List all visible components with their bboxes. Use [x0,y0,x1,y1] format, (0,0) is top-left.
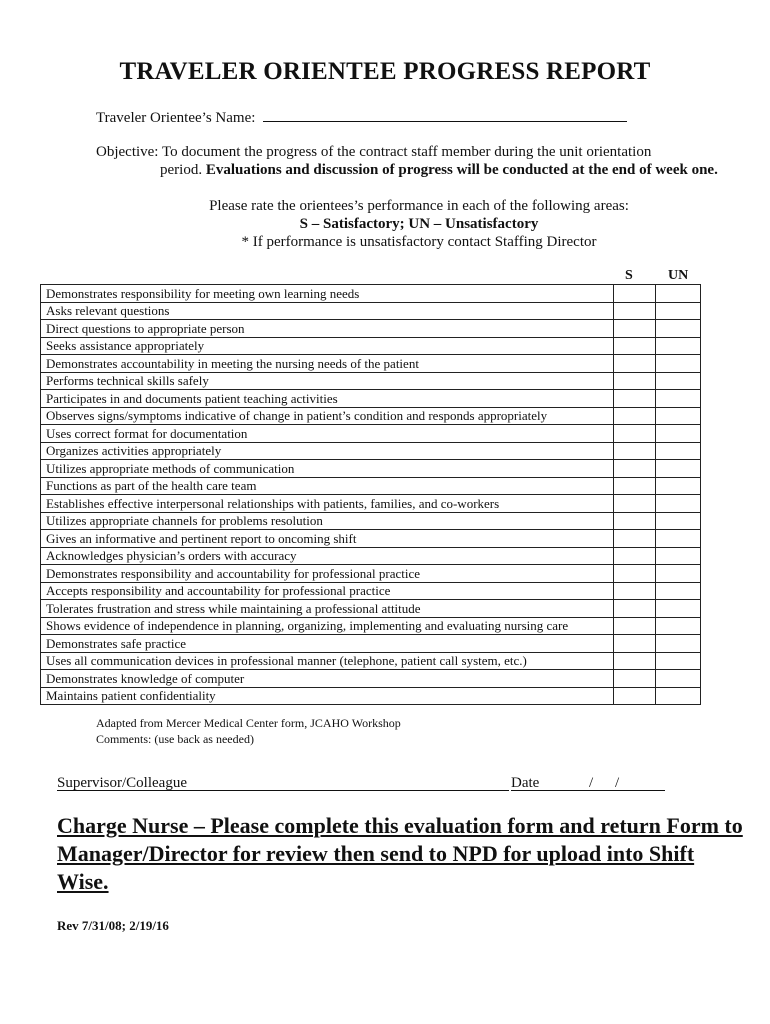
criteria-row [41,442,701,460]
rating-s-checkbox[interactable] [614,670,656,688]
criteria-label: Performs technical skills safely [41,372,614,390]
rating-un-checkbox[interactable] [656,687,701,705]
criteria-row [41,425,701,443]
rating-un-checkbox[interactable] [656,652,701,670]
column-header-s: S [625,268,633,283]
rating-un-checkbox[interactable] [656,372,701,390]
criteria-row [41,670,701,688]
rating-un-checkbox[interactable] [656,530,701,548]
criteria-row [41,372,701,390]
rating-un-checkbox[interactable] [656,670,701,688]
criteria-label: Gives an informative and pertinent report to oncoming shift [41,530,614,548]
criteria-label: Participates in and documents patient teaching activities [41,390,614,408]
charge-nurse-instruction: Charge Nurse – Please complete this evaluation form and return Form to Manager/Director for review then send to NPD for upload into Shift Wise. [57,813,743,894]
criteria-label: Utilizes appropriate methods of communication [41,460,614,478]
rating-s-checkbox[interactable] [614,407,656,425]
supervisor-signature-line[interactable] [57,790,509,791]
rating-un-checkbox[interactable] [656,617,701,635]
criteria-label: Seeks assistance appropriately [41,337,614,355]
date-line[interactable] [511,790,665,791]
criteria-row [41,635,701,653]
rating-s-checkbox[interactable] [614,565,656,583]
rating-un-checkbox[interactable] [656,390,701,408]
source-note: Adapted from Mercer Medical Center form, JCAHO Workshop [96,716,401,730]
criteria-label: Acknowledges physician’s orders with accuracy [41,547,614,565]
rating-un-checkbox[interactable] [656,582,701,600]
criteria-label: Accepts responsibility and accountability for professional practice [41,582,614,600]
criteria-row [41,530,701,548]
criteria-label: Organizes activities appropriately [41,442,614,460]
criteria-label: Demonstrates accountability in meeting the nursing needs of the patient [41,355,614,373]
instructions-line1: Please rate the orientees’s performance in each of the following areas: [209,198,629,214]
objective-block [96,143,746,179]
criteria-label: Shows evidence of independence in planning, organizing, implementing and evaluating nursing care [41,617,614,635]
rating-s-checkbox[interactable] [614,600,656,618]
ratings-table [40,284,701,705]
rating-s-checkbox[interactable] [614,477,656,495]
criteria-label: Demonstrates safe practice [41,635,614,653]
rating-scale-legend: S – Satisfactory; UN – Unsatisfactory [299,216,539,232]
criteria-row [41,565,701,583]
criteria-row [41,337,701,355]
rating-un-checkbox[interactable] [656,407,701,425]
objective-line2-bold: Evaluations and discussion of progress will be conducted at the end of week one. [205,162,718,178]
criteria-row [41,617,701,635]
rating-un-checkbox[interactable] [656,337,701,355]
rating-s-checkbox[interactable] [614,635,656,653]
criteria-row [41,285,701,303]
rating-s-checkbox[interactable] [614,372,656,390]
instructions-line3: * If performance is unsatisfactory contact Staffing Director [241,234,597,250]
rating-s-checkbox[interactable] [614,302,656,320]
date-separator-2: / [615,775,620,791]
rating-un-checkbox[interactable] [656,320,701,338]
rating-s-checkbox[interactable] [614,512,656,530]
rating-un-checkbox[interactable] [656,355,701,373]
criteria-row [41,320,701,338]
rating-un-checkbox[interactable] [656,565,701,583]
criteria-row [41,512,701,530]
rating-un-checkbox[interactable] [656,495,701,513]
rating-s-checkbox[interactable] [614,285,656,303]
criteria-row [41,687,701,705]
criteria-label: Tolerates frustration and stress while maintaining a professional attitude [41,600,614,618]
rating-s-checkbox[interactable] [614,390,656,408]
criteria-label: Direct questions to appropriate person [41,320,614,338]
supervisor-label: Supervisor/Colleague [57,775,187,791]
criteria-label: Uses all communication devices in professional manner (telephone, patient call system, etc.) [41,652,614,670]
criteria-label: Uses correct format for documentation [41,425,614,443]
rating-un-checkbox[interactable] [656,302,701,320]
date-separator-1: / [589,775,594,791]
column-header-un: UN [668,268,689,283]
rating-s-checkbox[interactable] [614,547,656,565]
page-title: TRAVELER ORIENTEE PROGRESS REPORT [119,58,651,85]
rating-s-checkbox[interactable] [614,425,656,443]
rating-s-checkbox[interactable] [614,442,656,460]
rating-s-checkbox[interactable] [614,320,656,338]
criteria-row [41,495,701,513]
criteria-row [41,652,701,670]
criteria-row [41,600,701,618]
rating-un-checkbox[interactable] [656,425,701,443]
criteria-label: Demonstrates knowledge of computer [41,670,614,688]
rating-un-checkbox[interactable] [656,512,701,530]
rating-s-checkbox[interactable] [614,460,656,478]
rating-s-checkbox[interactable] [614,617,656,635]
comments-note: Comments: (use back as needed) [96,732,254,746]
rating-s-checkbox[interactable] [614,530,656,548]
criteria-label: Functions as part of the health care team [41,477,614,495]
rating-un-checkbox[interactable] [656,635,701,653]
rating-s-checkbox[interactable] [614,337,656,355]
rating-s-checkbox[interactable] [614,582,656,600]
rating-un-checkbox[interactable] [656,477,701,495]
objective-line1: Objective: To document the progress of the contract staff member during the unit orientation [96,144,652,160]
rating-un-checkbox[interactable] [656,547,701,565]
criteria-label: Utilizes appropriate channels for problems resolution [41,512,614,530]
criteria-row [41,582,701,600]
rating-s-checkbox[interactable] [614,652,656,670]
date-label: Date [511,775,540,791]
rating-un-checkbox[interactable] [656,460,701,478]
objective-line2-plain: period. [160,162,206,178]
objective-line2 [96,161,746,179]
orientee-name-label: Traveler Orientee’s Name: [96,110,256,126]
criteria-row [41,355,701,373]
criteria-row [41,407,701,425]
criteria-row [41,390,701,408]
revision-note: Rev 7/31/08; 2/19/16 [57,918,169,933]
criteria-row [41,547,701,565]
criteria-label: Maintains patient confidentiality [41,687,614,705]
rating-s-checkbox[interactable] [614,495,656,513]
rating-un-checkbox[interactable] [656,600,701,618]
rating-un-checkbox[interactable] [656,285,701,303]
criteria-label: Demonstrates responsibility and accountability for professional practice [41,565,614,583]
rating-s-checkbox[interactable] [614,687,656,705]
rating-un-checkbox[interactable] [656,442,701,460]
criteria-label: Observes signs/symptoms indicative of change in patient’s condition and responds appropriately [41,407,614,425]
criteria-label: Asks relevant questions [41,302,614,320]
criteria-row [41,460,701,478]
rating-s-checkbox[interactable] [614,355,656,373]
criteria-label: Establishes effective interpersonal relationships with patients, families, and co-workers [41,495,614,513]
orientee-name-field[interactable] [263,108,627,122]
rating-instructions [0,197,770,251]
criteria-label: Demonstrates responsibility for meeting own learning needs [41,285,614,303]
orientee-name-row [96,108,627,127]
criteria-row [41,477,701,495]
criteria-row [41,302,701,320]
